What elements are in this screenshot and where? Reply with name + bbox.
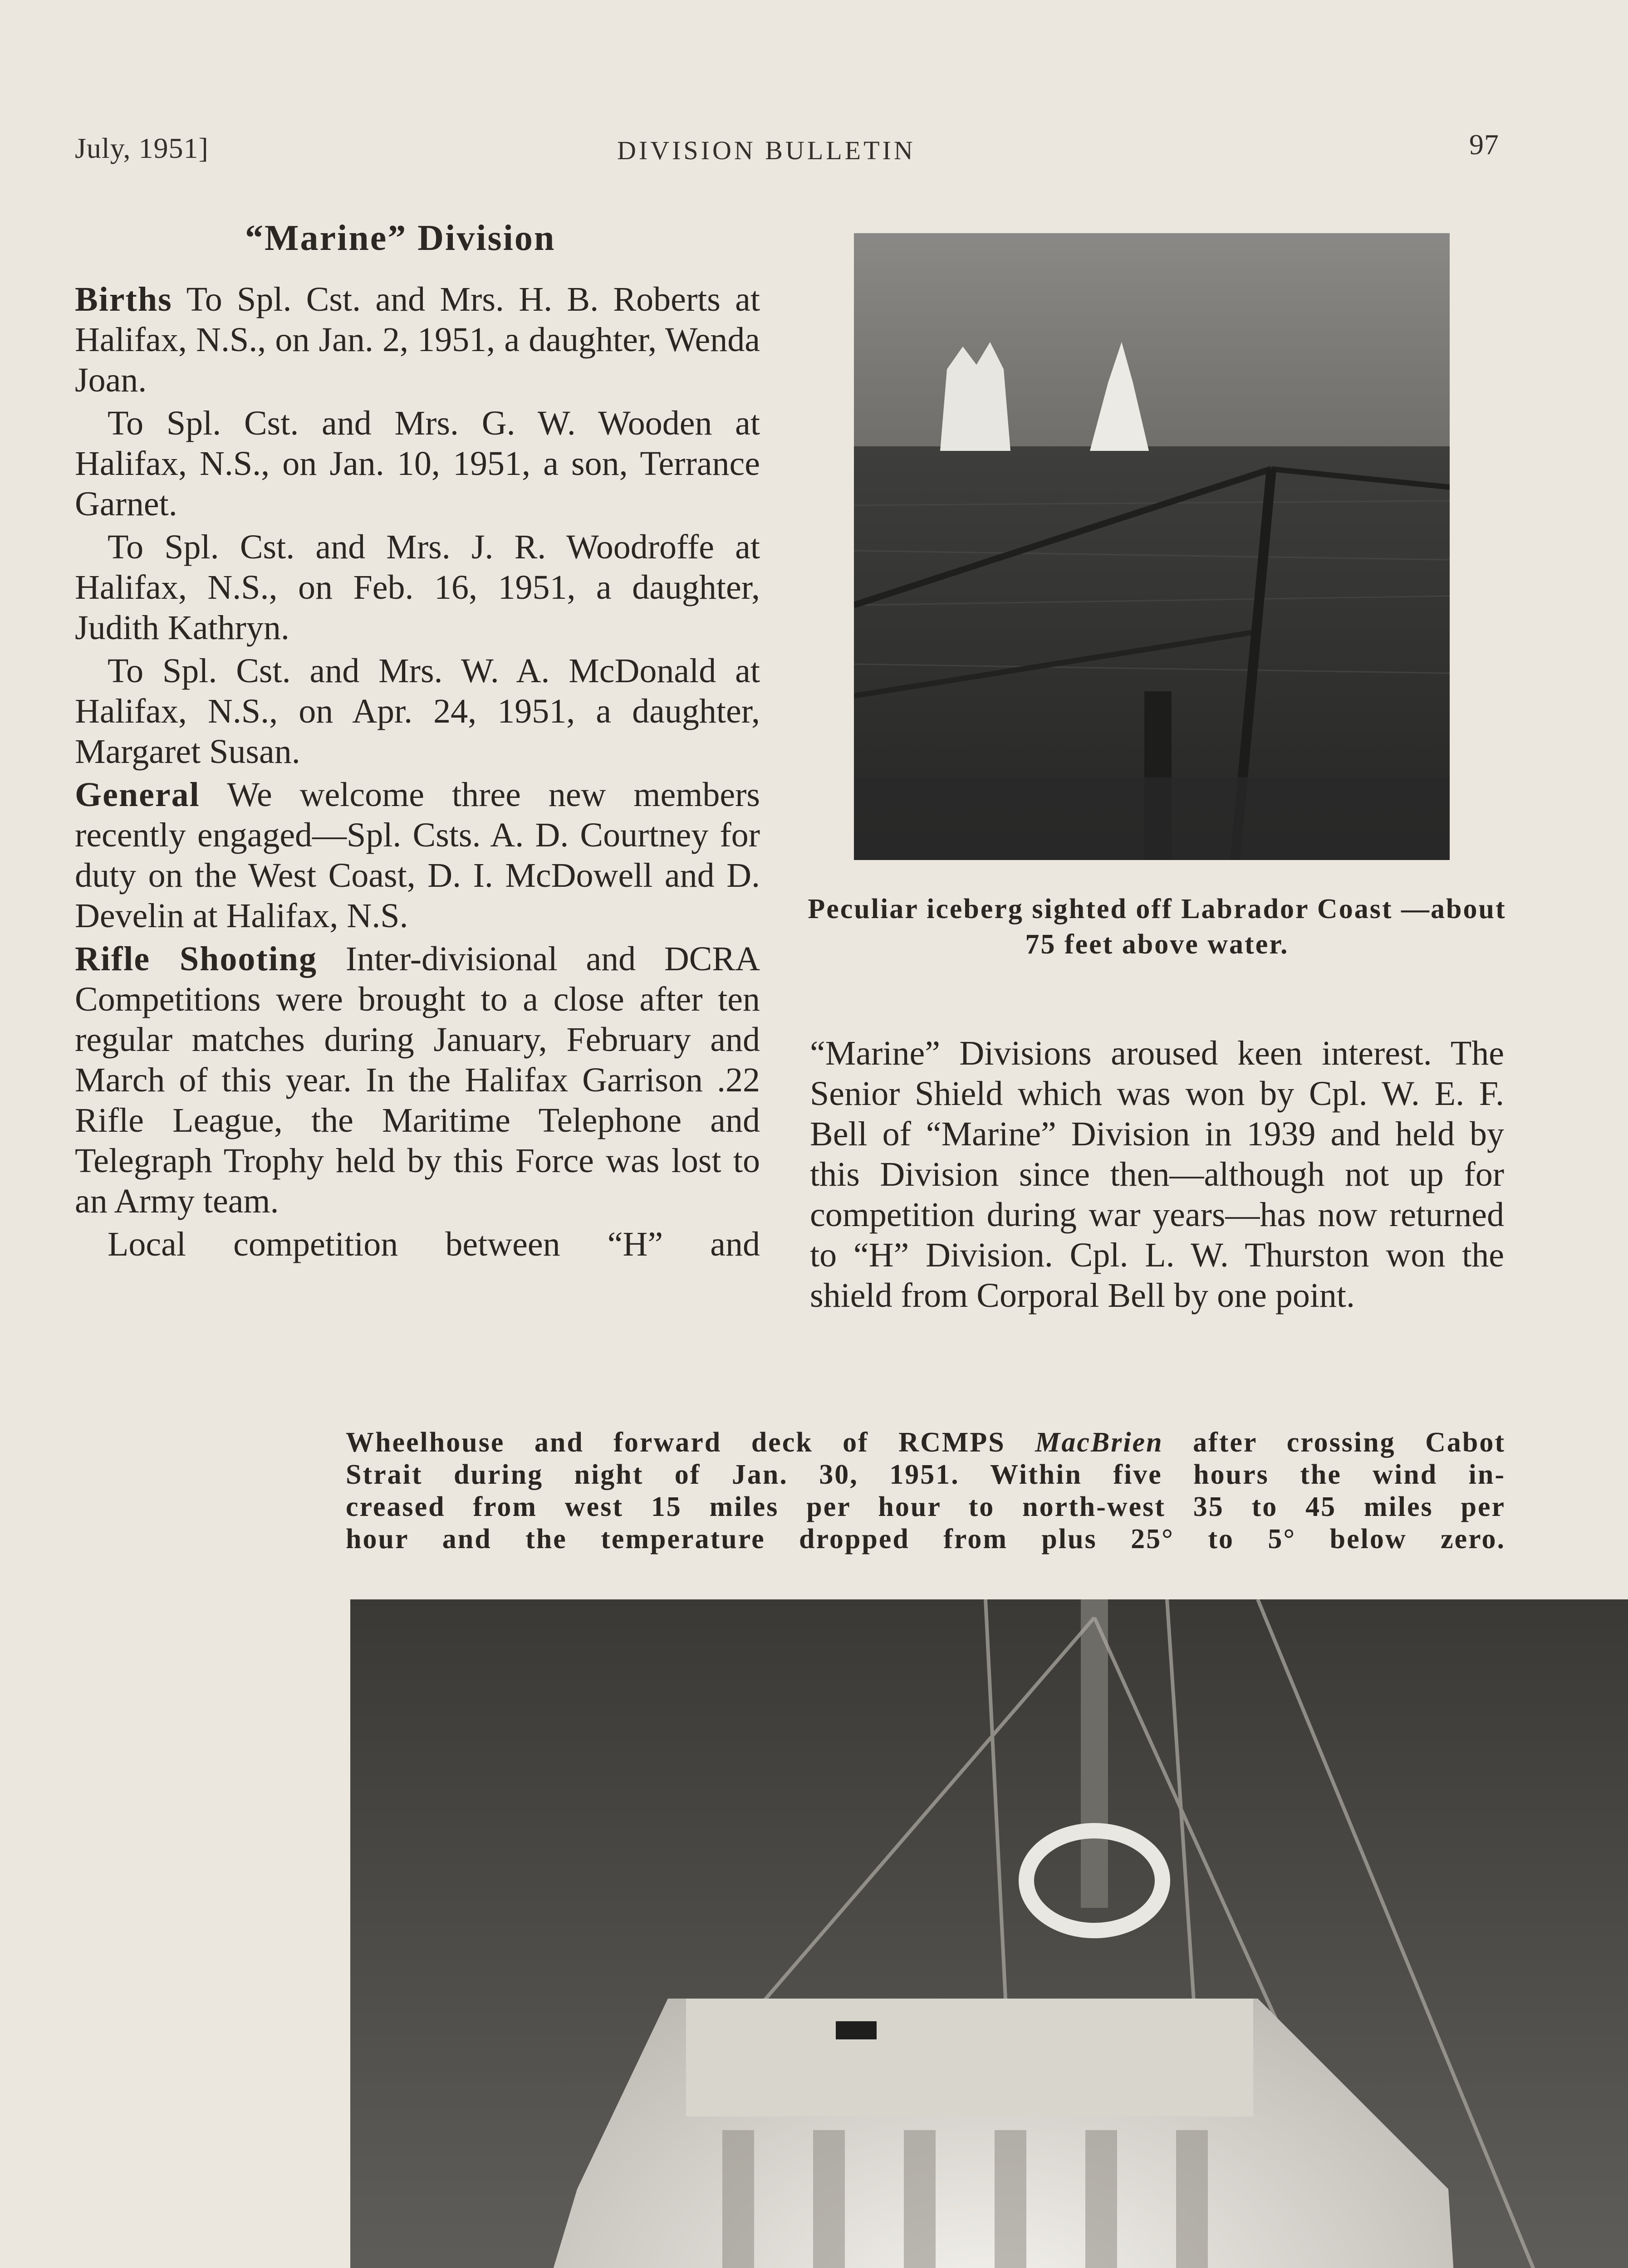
iceberg-photo bbox=[854, 233, 1450, 860]
ship-caption-line: creased from west 15 miles per hour to north-west 35 to 45 miles per bbox=[346, 1491, 1505, 1522]
iceberg-caption: Peculiar iceberg sighted off Labrador Coast —about 75 feet above water. bbox=[808, 894, 1506, 960]
ship-photo bbox=[350, 1599, 1628, 2268]
birth-entry: To Spl. Cst. and Mrs. G. W. Wooden at Halifax, N.S., on Jan. 10, 1951, a son, Terrance Garnet. bbox=[75, 404, 760, 523]
birth-entry: To Spl. Cst. and Mrs. J. R. Woodroffe at Halifax, N.S., on Feb. 16, 1951, a daughter, Judith Kathryn. bbox=[75, 528, 760, 647]
page-number: 97 bbox=[1469, 128, 1499, 161]
general-paragraph bbox=[75, 775, 760, 936]
left-column bbox=[75, 279, 760, 1267]
general-text: We welcome three new members recently engaged—Spl. Csts. A. D. Courtney for duty on the West Coast, D. I. McDowell and D. Develin at Halifax, N.S. bbox=[75, 776, 760, 935]
ship-caption-line: Strait during night of Jan. 30, 1951. Within five hours the wind in- bbox=[346, 1459, 1505, 1490]
ship-caption-text: Wheelhouse and forward deck of RCMPS bbox=[346, 1427, 1005, 1458]
rifle-label: Rifle Shooting bbox=[75, 940, 318, 978]
ship-caption-text: after crossing Cabot bbox=[1193, 1427, 1506, 1458]
section-title: “Marine” Division bbox=[245, 218, 556, 258]
rifle-text: Inter-divisional and DCRA Competitions were brought to a close after ten regular matches during January, February and March of this year. In the Halifax Garrison .22 Rifle League, the Maritime Telephone and Telegraph Trophy held by this Force was lost to an Army team. bbox=[75, 940, 760, 1220]
header-title: DIVISION BULLETIN bbox=[617, 136, 916, 165]
general-label: General bbox=[75, 776, 200, 814]
ship-caption bbox=[346, 1427, 1505, 1555]
rifle-paragraph bbox=[75, 939, 760, 1222]
birth-entry: To Spl. Cst. and Mrs. H. B. Roberts at Halifax, N.S., on Jan. 2, 1951, a daughter, Wenda Joan. bbox=[75, 280, 760, 399]
birth-entry: To Spl. Cst. and Mrs. W. A. McDonald at Halifax, N.S., on Apr. 24, 1951, a daughter, Margaret Susan. bbox=[75, 652, 760, 771]
right-column bbox=[810, 1033, 1504, 1319]
header-date: July, 1951] bbox=[75, 132, 209, 164]
local-paragraph-cont: “Marine” Divisions aroused keen interest. The Senior Shield which was won by Cpl. W. E. F. Bell of “Marine” Division in 1939 and held by this Division since then—although not up for competition during war years—has now returned to “H” Division. Cpl. L. W. Thurston won the shield from Corporal Bell by one point. bbox=[810, 1034, 1504, 1315]
local-paragraph-start: Local competition between “H” and bbox=[108, 1225, 760, 1263]
ship-caption-line: hour and the temperature dropped from plus 25° to 5° below zero. bbox=[346, 1524, 1505, 1554]
ship-name: MacBrien bbox=[1035, 1427, 1163, 1458]
births-paragraph bbox=[75, 279, 760, 401]
births-label: Births bbox=[75, 280, 172, 318]
ship-caption-line bbox=[346, 1427, 1505, 1459]
